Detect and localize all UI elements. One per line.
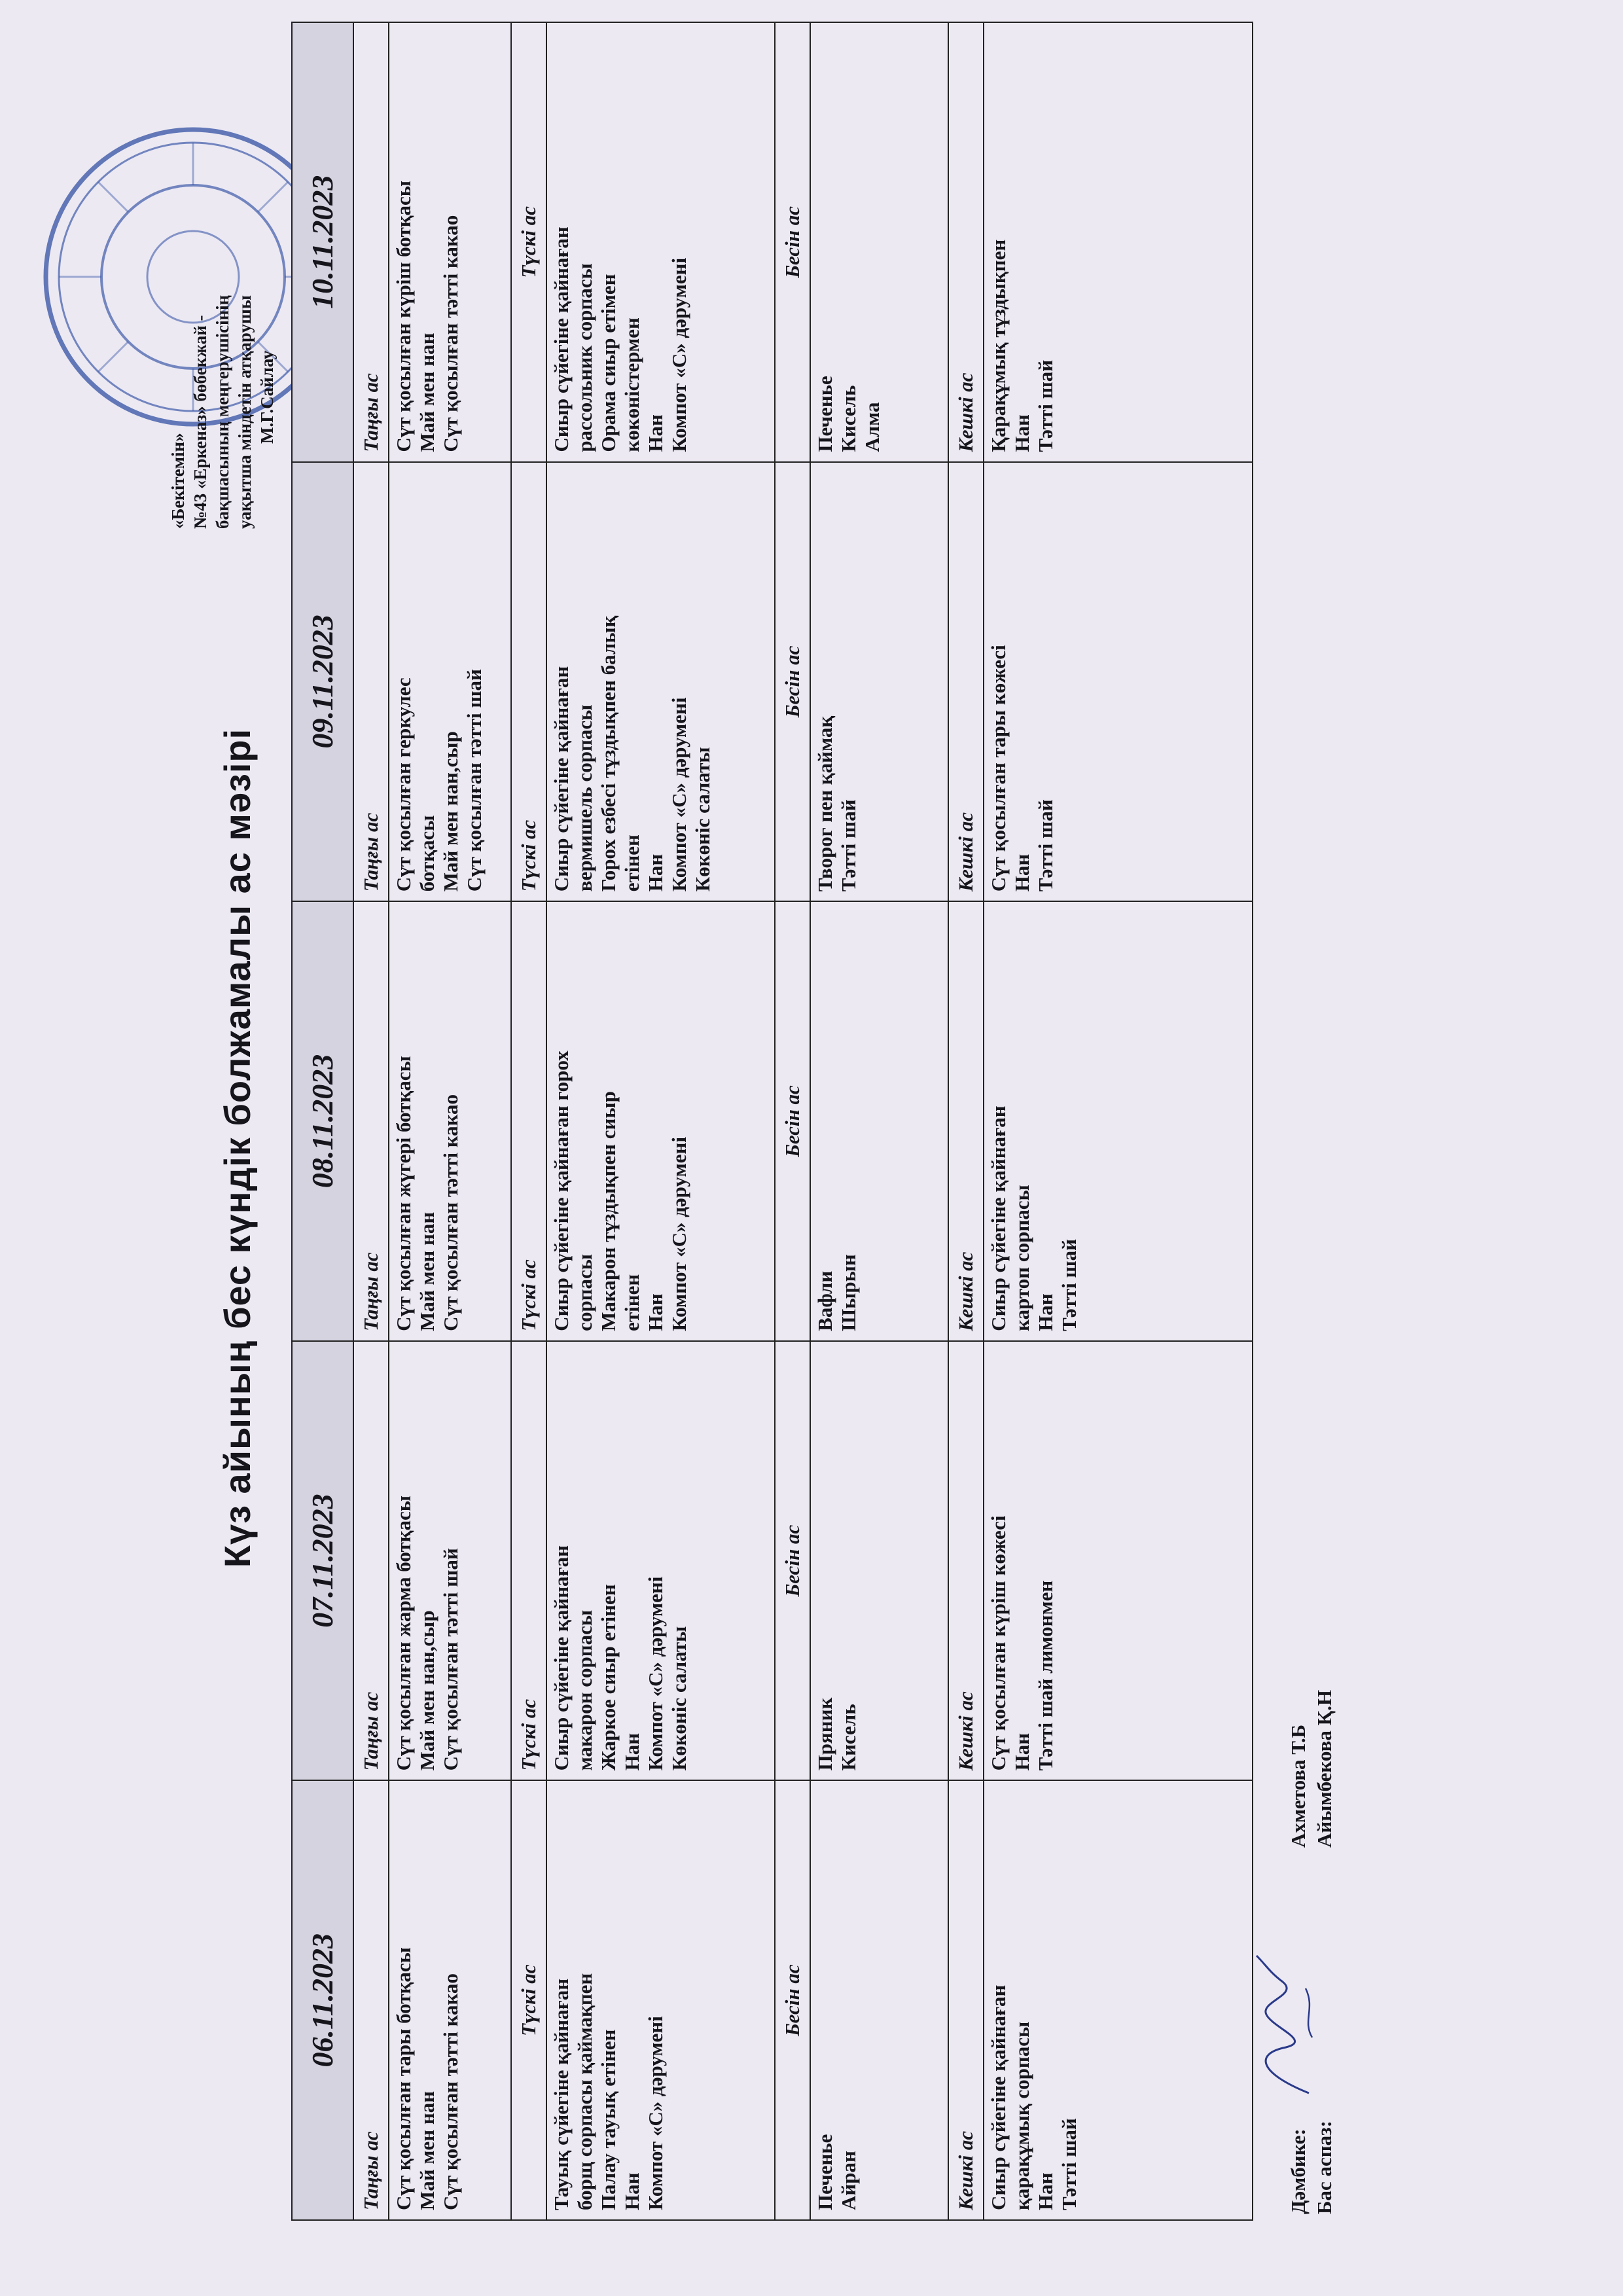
- menu-table: [291, 22, 1253, 2221]
- dish-item: Сүт қосылған жарма ботқасы: [392, 1495, 416, 1771]
- lunch-label: Түскі ас: [511, 22, 546, 462]
- lunch-cell: [546, 901, 775, 1341]
- dish-item: Нан: [1010, 1732, 1033, 1771]
- dish-item: Жаркое сиыр етінен: [596, 1584, 620, 1771]
- lunch-label-row: [511, 22, 546, 2220]
- dish-item: Нан: [643, 414, 667, 452]
- signatures-block: [1286, 1167, 1338, 2214]
- dish-item: Алма: [861, 402, 884, 452]
- dish-item: Май мен нан,сыр: [416, 1610, 439, 1771]
- dish-item: Нан: [643, 1293, 667, 1331]
- dish-item: Тауық сүйегіне қайнаған: [549, 1978, 573, 2210]
- dinner-cell: [984, 1341, 1253, 1781]
- snack-cell: [810, 901, 948, 1341]
- dinner-cell: [984, 22, 1253, 462]
- dish-item: етінен: [620, 834, 643, 892]
- lunch-cell: [546, 22, 775, 462]
- breakfast-cell: [389, 462, 511, 902]
- date-header: 08.11.2023: [292, 901, 353, 1341]
- dish-item: ботқасы: [416, 815, 439, 892]
- dinner-label: Кешкі ас: [948, 22, 984, 462]
- dish-item: Сүт қосылған жүгері ботқасы: [392, 1056, 416, 1331]
- dish-item: Сүт қосылған тары көжесі: [986, 645, 1010, 892]
- breakfast-cell: [389, 1780, 511, 2220]
- dinner-label: Кешкі ас: [948, 462, 984, 902]
- dish-item: Сүт қосылған тәтті шай: [439, 1548, 463, 1771]
- date-header-row: [292, 22, 353, 2220]
- dish-item: Сиыр сүйегіне қайнаған: [549, 226, 573, 452]
- dish-item: Сүт қосылған тәтті какао: [439, 1973, 463, 2210]
- dish-item: борщ сорпасы қаймақпен: [573, 1973, 596, 2210]
- dish-item: Май мен нан: [416, 2090, 439, 2210]
- dish-item: Сиыр сүйегіне қайнаған: [986, 1984, 1010, 2210]
- breakfast-label: Таңғы ас: [353, 22, 389, 462]
- dish-item: картоп сорпасы: [1010, 1185, 1033, 1331]
- dinner-cell: [984, 462, 1253, 902]
- snack-label: Бесін ас: [775, 1341, 810, 1781]
- dish-item: Макарон тұздықпен сиыр: [596, 1091, 620, 1331]
- dish-item: Нан: [1033, 2172, 1057, 2210]
- dietitian-row: [1286, 1167, 1312, 2214]
- dish-item: Сиыр сүйегіне қайнаған: [986, 1105, 1010, 1331]
- dish-item: Сүт қосылған күріш ботқасы: [392, 180, 416, 452]
- date-header: 06.11.2023: [292, 1780, 353, 2220]
- dish-item: вермишель сорпасы: [573, 704, 596, 892]
- breakfast-label: Таңғы ас: [353, 1341, 389, 1781]
- cook-role: Бас аспаз:: [1313, 2121, 1336, 2214]
- dish-item: Тәтті шай: [1057, 2118, 1080, 2210]
- dinner-cell: [984, 1780, 1253, 2220]
- lunch-cell: [546, 1341, 775, 1781]
- breakfast-label: Таңғы ас: [353, 901, 389, 1341]
- dish-item: рассольник сорпасы: [573, 263, 596, 452]
- dish-item: сорпасы: [573, 1253, 596, 1331]
- snack-cell: [810, 1341, 948, 1781]
- dish-item: Печенье: [813, 2134, 837, 2210]
- dish-item: Вафли: [813, 1270, 837, 1331]
- breakfast-cell: [389, 22, 511, 462]
- dish-item: Сиыр сүйегіне қайнаған: [549, 666, 573, 892]
- lunch-label: Түскі ас: [511, 1780, 546, 2220]
- approval-line: №43 «Еркеназ» бөбекжай -: [190, 315, 210, 529]
- dinner-label: Кешкі ас: [948, 1341, 984, 1781]
- dish-item: Нан: [1033, 1293, 1057, 1331]
- dish-item: Горох езбесі тұздықпен балық: [596, 615, 620, 892]
- snack-label: Бесін ас: [775, 462, 810, 902]
- dish-item: Тәтті шай: [837, 799, 861, 892]
- approval-line: бақшасының меңгерушісінің: [213, 295, 232, 529]
- dinner-label-row: [948, 22, 984, 2220]
- snack-cell: [810, 22, 948, 462]
- snack-items-row: [810, 22, 948, 2220]
- snack-label: Бесін ас: [775, 22, 810, 462]
- breakfast-label: Таңғы ас: [353, 1780, 389, 2220]
- dish-item: Сүт қосылған тәтті какао: [439, 215, 463, 452]
- dietitian-name: Ахметова Т.Б: [1287, 1724, 1310, 1848]
- dish-item: Нан: [620, 1732, 643, 1771]
- breakfast-label: Таңғы ас: [353, 462, 389, 902]
- dish-item: макарон сорпасы: [573, 1609, 596, 1771]
- dish-item: Кисель: [837, 385, 861, 452]
- cook-row: [1312, 1167, 1338, 2214]
- dish-item: Творог пен қаймақ: [813, 715, 837, 892]
- dish-item: Пряник: [813, 1697, 837, 1771]
- dish-item: Сүт қосылған күріш көжесі: [986, 1515, 1010, 1771]
- dish-item: көкөністермен: [620, 317, 643, 452]
- lunch-items-row: [546, 22, 775, 2220]
- dish-item: Печенье: [813, 376, 837, 452]
- lunch-cell: [546, 462, 775, 902]
- snack-label: Бесін ас: [775, 901, 810, 1341]
- page-title: Күз айының бес күндік болжамалы ас мәзірі: [217, 728, 258, 1568]
- dinner-items-row: [984, 22, 1253, 2220]
- breakfast-items-row: [389, 22, 511, 2220]
- dish-item: Нан: [643, 853, 667, 892]
- dinner-label: Кешкі ас: [948, 1780, 984, 2220]
- breakfast-cell: [389, 1341, 511, 1781]
- dish-item: қарақұмық сорпасы: [1010, 2021, 1033, 2210]
- breakfast-label-row: [353, 22, 389, 2220]
- lunch-label: Түскі ас: [511, 901, 546, 1341]
- dish-item: Кисель: [837, 1704, 861, 1771]
- dish-item: Нан: [1010, 414, 1033, 452]
- dish-item: Тәтті шай: [1033, 359, 1057, 452]
- dish-item: Көкөніс салаты: [690, 747, 714, 892]
- dish-item: етінен: [620, 1274, 643, 1331]
- dish-item: Нан: [1010, 853, 1033, 892]
- dietitian-role: Дәмбике:: [1287, 2128, 1310, 2214]
- dish-item: Компот «С» дәрумені: [667, 257, 690, 452]
- lunch-label: Түскі ас: [511, 1341, 546, 1781]
- dish-item: Компот «С» дәрумені: [643, 2016, 667, 2210]
- dish-item: Айран: [837, 2151, 861, 2210]
- dinner-label: Кешкі ас: [948, 901, 984, 1341]
- approval-line: уақытша міндетін атқарушы: [235, 295, 255, 529]
- dish-item: Орама сиыр етімен: [596, 274, 620, 452]
- dish-item: Нан: [620, 2172, 643, 2210]
- snack-label-row: [775, 22, 810, 2220]
- dish-item: Май мен нан: [416, 332, 439, 452]
- dish-item: Сиыр сүйегіне қайнаған горох: [549, 1050, 573, 1331]
- dish-item: Көкөніс салаты: [667, 1626, 690, 1771]
- dish-item: Тәтті шай: [1057, 1239, 1080, 1331]
- snack-label: Бесін ас: [775, 1780, 810, 2220]
- dish-item: Сиыр сүйегіне қайнаған: [549, 1545, 573, 1771]
- date-header: 07.11.2023: [292, 1341, 353, 1781]
- cook-name: Айымбекова Қ.Н: [1313, 1690, 1336, 1848]
- dish-item: Компот «С» дәрумені: [643, 1576, 667, 1771]
- dish-item: Сүт қосылған тәтті шай: [463, 669, 486, 892]
- dish-item: Май мен нан: [416, 1211, 439, 1331]
- snack-cell: [810, 462, 948, 902]
- snack-cell: [810, 1780, 948, 2220]
- approval-line: «Бекітемін»: [168, 433, 188, 529]
- dish-item: Палау тауық етінен: [596, 2029, 620, 2210]
- lunch-cell: [546, 1780, 775, 2220]
- dish-item: Тәтті шай лимонмен: [1033, 1580, 1057, 1771]
- lunch-label: Түскі ас: [511, 462, 546, 902]
- dish-item: Май мен нан,сыр: [439, 731, 463, 892]
- dish-item: Сүт қосылған тәтті какао: [439, 1094, 463, 1331]
- dish-item: Тәтті шай: [1033, 799, 1057, 892]
- dish-item: Сүт қосылған геркулес: [392, 677, 416, 892]
- dinner-cell: [984, 901, 1253, 1341]
- approval-signer: М.Г.Сайлау: [257, 350, 277, 444]
- date-header: 10.11.2023: [292, 22, 353, 462]
- date-header: 09.11.2023: [292, 462, 353, 902]
- dish-item: Компот «С» дәрумені: [667, 1137, 690, 1331]
- dish-item: Қарақұмық тұздықпен: [986, 239, 1010, 452]
- dish-item: Сүт қосылған тары ботқасы: [392, 1947, 416, 2210]
- breakfast-cell: [389, 901, 511, 1341]
- dish-item: Шырын: [837, 1254, 861, 1331]
- dish-item: Компот «С» дәрумені: [667, 697, 690, 892]
